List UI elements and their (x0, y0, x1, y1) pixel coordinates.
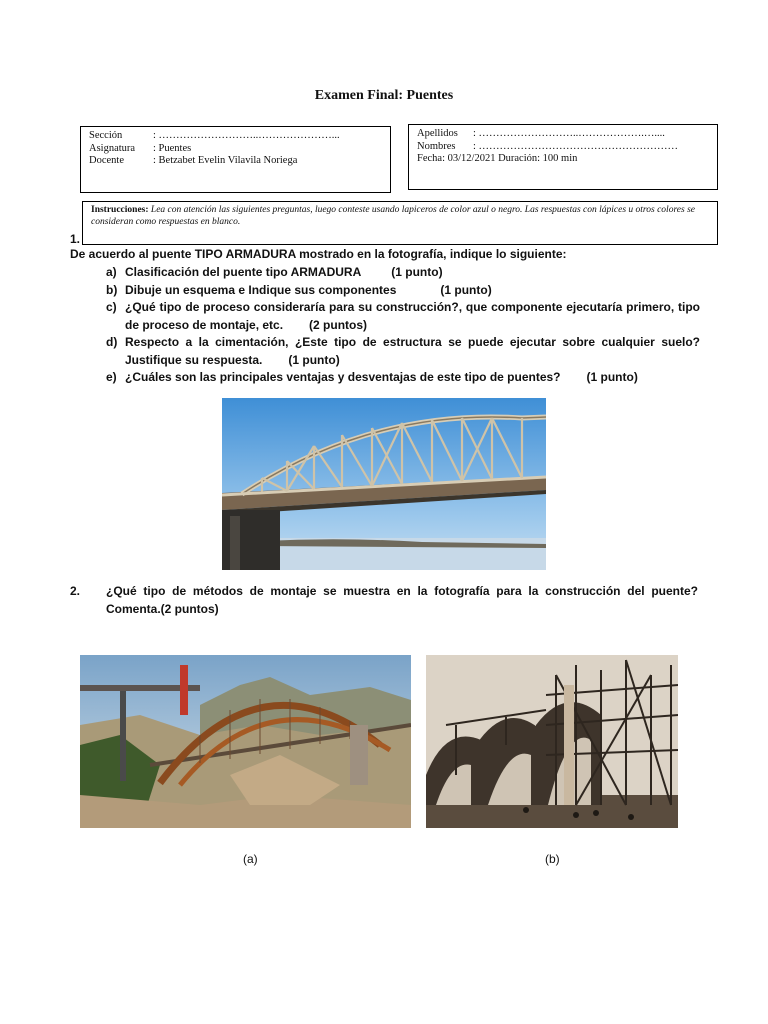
subject-label: Asignatura (89, 142, 136, 154)
caption-a: (a) (243, 852, 258, 866)
item-points: (1 punto) (288, 352, 340, 367)
item-points: (1 punto) (586, 370, 638, 384)
item-text: ¿Qué tipo de proceso consideraría para su construcción?, que componente ejecutaría primero, tipo de proceso de montaje, etc. (125, 300, 700, 332)
subject-row (89, 143, 382, 156)
item-points: (1 punto) (440, 282, 492, 297)
caption-b: (b) (545, 852, 560, 866)
arch-bridge-construction-photo (80, 655, 411, 828)
question-1-intro: De acuerdo al puente TIPO ARMADURA mostrado en la fotografía, indique lo siguiente: (70, 247, 567, 261)
date-duration: Fecha: 03/12/2021 Duración: 100 min (417, 153, 578, 164)
item-text: ¿Cuáles son las principales ventajas y desventajas de este tipo de puentes? (125, 370, 561, 384)
item-points: (1 punto) (391, 265, 443, 279)
instructions-box (82, 201, 718, 245)
date-row (417, 153, 709, 166)
teacher-value: : Betzabet Evelin Vilavila Noriega (153, 155, 298, 166)
name-label: Nombres (417, 140, 456, 152)
item-points: (2 puntos) (309, 317, 368, 332)
instructions-text: Lea con atención las siguientes preguntas, luego conteste usando lapiceros de color azul o negro. Las respuestas con lápices u otros colores se consideran como respuestas en blanco. (91, 205, 695, 227)
section-row (89, 130, 382, 143)
list-item (106, 334, 700, 369)
question-2-number: 2. (70, 584, 81, 598)
question-1-number: 1. (70, 232, 81, 246)
surname-label: Apellidos (417, 128, 458, 139)
section-label: Sección (89, 130, 123, 141)
surname-row (417, 128, 709, 141)
item-text: Respecto a la cimentación, ¿Este tipo de estructura se puede ejecutar sobre cualquier suelo? Justifique su respuesta. (125, 335, 700, 367)
list-item (106, 369, 700, 387)
list-item (106, 264, 700, 282)
item-text: Dibuje un esquema e Indique sus componentes (125, 282, 397, 297)
item-text: Clasificación del puente tipo ARMADURA (125, 265, 362, 279)
teacher-row (89, 155, 382, 168)
instructions-label: Instrucciones: (91, 205, 149, 215)
item-letter: a) (106, 265, 117, 279)
course-info-box (80, 126, 391, 193)
item-letter: e) (106, 370, 117, 384)
exam-title: Examen Final: Puentes (314, 88, 454, 103)
item-letter: d) (106, 335, 118, 349)
student-info-box (408, 124, 718, 190)
historic-construction-photo (426, 655, 678, 828)
list-item (106, 282, 700, 300)
truss-bridge-photo (222, 398, 546, 570)
item-letter: b) (106, 282, 118, 297)
surname-value: : ………………………..……………….….... (473, 128, 665, 139)
item-letter: c) (106, 300, 117, 314)
teacher-label: Docente (89, 155, 124, 166)
subject-value: : Puentes (153, 142, 192, 154)
name-value: : ………………………………………………… (473, 140, 679, 152)
name-row (417, 141, 709, 154)
list-item (106, 299, 700, 334)
section-value: : ………………………..…………………... (153, 130, 340, 141)
question-2-text: ¿Qué tipo de métodos de montaje se muestra en la fotografía para la construcción del puente? Comenta.(2 puntos) (106, 584, 698, 616)
question-1-items (106, 264, 700, 387)
